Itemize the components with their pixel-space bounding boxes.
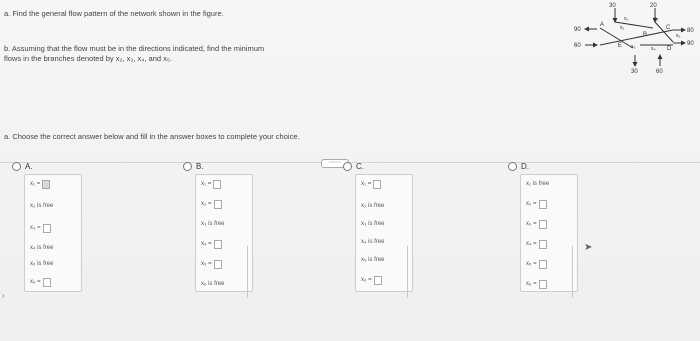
- choice-c-radio[interactable]: [343, 162, 352, 171]
- choice-b-row-5-label: x₅ =: [201, 261, 212, 267]
- choice-a-row-6-label: x₆ =: [30, 279, 41, 285]
- choice-c-row-5-label: x₅ is free: [361, 257, 385, 263]
- choice-c-x1-input[interactable]: [373, 180, 381, 189]
- choice-c-row-3-label: x₃ is free: [361, 221, 385, 227]
- choice-d-row-4-label: x₄ =: [526, 241, 537, 247]
- edge-x3: [600, 30, 673, 45]
- choice-b-row-1-label: x₁ =: [201, 181, 212, 187]
- choice-c-row-4-label: x₄ is free: [361, 239, 385, 245]
- choice-d-x6-input[interactable]: [539, 280, 547, 289]
- choice-d-x4-input[interactable]: [539, 240, 547, 249]
- choice-a-radio[interactable]: [12, 162, 21, 171]
- choice-a-x6-input[interactable]: [43, 278, 51, 287]
- node-e: E: [618, 43, 623, 49]
- choice-b-row-4-label: x₄ =: [201, 241, 212, 247]
- label-x4: x₄: [651, 46, 656, 52]
- choice-b-x1-input[interactable]: [213, 180, 221, 189]
- choice-c-x6-input[interactable]: [374, 276, 382, 285]
- label-x5: x₅: [654, 16, 659, 22]
- choice-d-x5-input[interactable]: [539, 260, 547, 269]
- choice-a-row-5-label: x₅ is free: [30, 261, 54, 267]
- node-b: B: [643, 32, 648, 38]
- question-part-b: b. Assuming that the flow must be in the directions indicated, find the minimum flows in the branches denoted by x₂, x₃, x₄, and x₅.: [4, 44, 265, 63]
- choice-c-row-1-label: x₁ =: [361, 181, 372, 187]
- label-x6: x₆: [676, 33, 681, 39]
- choice-d-row-2-label: x₂ =: [526, 201, 537, 207]
- label-in-top-right: 20: [650, 3, 657, 9]
- choice-d-letter: D.: [521, 161, 529, 171]
- choice-c-letter: C.: [356, 161, 364, 171]
- label-bottom-left: 30: [631, 69, 638, 75]
- node-c: C: [666, 25, 671, 31]
- choice-b-row-2-label: x₂ =: [201, 201, 212, 207]
- expand-button[interactable]: ⋯⋯: [321, 159, 349, 168]
- choice-a-row-2-label: x₂ is free: [30, 203, 54, 209]
- label-x2: x₂: [624, 16, 629, 22]
- label-right-bottom: 90: [687, 41, 694, 47]
- side-chevron-icon: ›: [2, 291, 5, 300]
- instruction-part-a: a. Choose the correct answer below and fill in the answer boxes to complete your choice.: [4, 132, 300, 141]
- choice-b-radio[interactable]: [183, 162, 192, 171]
- choice-d-x3-input[interactable]: [539, 220, 547, 229]
- choice-d[interactable]: [508, 160, 550, 287]
- choice-a[interactable]: [12, 160, 54, 285]
- question-part-a: a. Find the general flow pattern of the network shown in the figure.: [4, 9, 224, 18]
- label-left-top: 90: [574, 27, 581, 33]
- choice-separator-d: [572, 246, 573, 298]
- edge-x1: [600, 28, 633, 48]
- choice-d-radio[interactable]: [508, 162, 517, 171]
- choice-b-x4-input[interactable]: [214, 240, 222, 249]
- choice-b-row-3-label: x₃ is free: [201, 221, 225, 227]
- choice-d-row-5-label: x₅ =: [526, 261, 537, 267]
- choice-d-card: [520, 174, 578, 292]
- choice-c-card: [355, 174, 413, 292]
- label-in-top-left: 30: [609, 3, 616, 9]
- choice-a-x1-input[interactable]: [42, 180, 50, 189]
- choice-a-row-4-label: x₄ is free: [30, 245, 54, 251]
- choice-c[interactable]: [343, 160, 385, 283]
- node-a: A: [600, 22, 605, 28]
- choice-separator-b: [247, 246, 248, 298]
- mouse-cursor-icon: ➤: [584, 242, 593, 253]
- network-diagram: [555, 0, 700, 80]
- choice-a-letter: A.: [25, 161, 33, 171]
- choice-d-row-6-label: x₆ =: [526, 281, 537, 287]
- choice-a-row-1-label: x₁ =: [30, 181, 41, 187]
- choice-separator-c: [407, 246, 408, 298]
- label-left-bottom: 60: [574, 43, 581, 49]
- choice-d-row-1-label: x₁ is free: [526, 181, 550, 187]
- choice-b[interactable]: [183, 160, 225, 287]
- label-bottom-right: 60: [656, 69, 663, 75]
- choice-a-row-3-label: x₃ =: [30, 225, 41, 231]
- node-d: D: [667, 46, 672, 52]
- label-x1: x₁: [620, 25, 625, 31]
- choice-b-x2-input[interactable]: [214, 200, 222, 209]
- choice-d-x2-input[interactable]: [539, 200, 547, 209]
- choice-a-x3-input[interactable]: [43, 224, 51, 233]
- choice-b-card: [195, 174, 253, 292]
- choice-b-x5-input[interactable]: [214, 260, 222, 269]
- label-x3: x₃: [631, 44, 636, 50]
- choice-b-row-6-label: x₆ is free: [201, 281, 225, 287]
- choice-b-letter: B.: [196, 161, 204, 171]
- choice-d-row-3-label: x₃ =: [526, 221, 537, 227]
- label-right-top: 80: [687, 28, 694, 34]
- choice-c-row-2-label: x₂ is free: [361, 203, 385, 209]
- choice-c-row-6-label: x₆ =: [361, 277, 372, 283]
- choice-a-card: [24, 174, 82, 292]
